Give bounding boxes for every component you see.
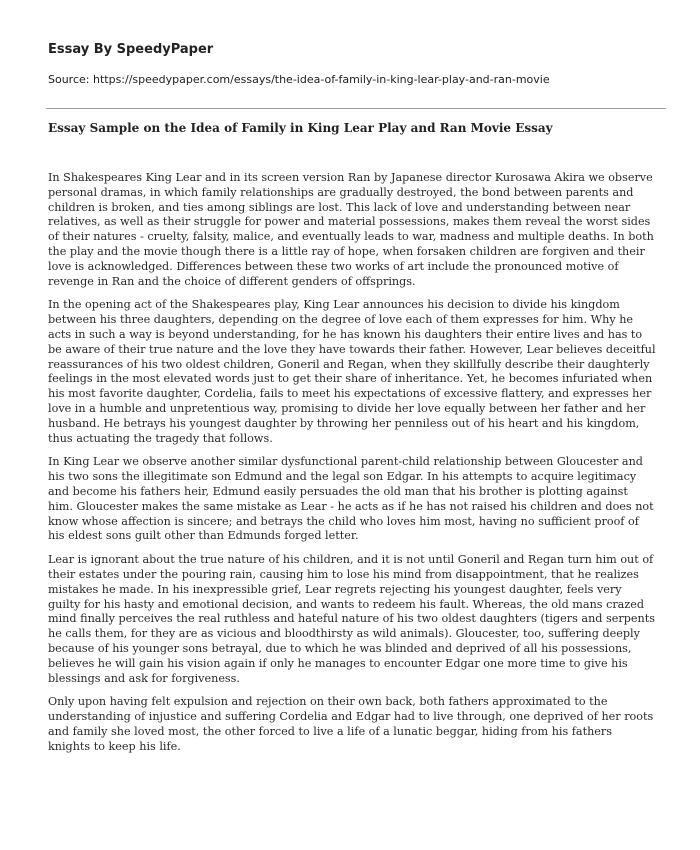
essay-title: Essay Sample on the Idea of Family in King Lear Play and Ran Movie Essay xyxy=(48,121,553,135)
essay-paragraph-1: In Shakespeares King Lear and in its screen version Ran by Japanese director Kurosawa Akira we observe personal dramas, in which family relationships are gradually destroyed, the bond between parents and children is broken, and ties among siblings are lost. This lack of love and understanding between near relatives, as well as their struggle for power and material possessions, makes them reveal the worst sides of their natures - cruelty, falsity, malice, and eventually leads to war, madness and multiple deaths. In both the play and the movie though there is a little ray of hope, when forsaken children are forgiven and their love is acknowledged. Differences between these two works of art include the pronounced motive of revenge in Ran and the choice of different genders of offsprings. xyxy=(48,171,654,288)
header-divider xyxy=(46,108,666,109)
source-label: Source: xyxy=(48,73,90,86)
essay-paragraph-5: Only upon having felt expulsion and rejection on their own back, both fathers approximated to the understanding of injustice and suffering Cordelia and Edgar had to live through, one deprived of her roots and family she loved most, the other forced to live a life of a lunatic beggar, hiding from his fathers knights to keep his life. xyxy=(48,695,654,753)
source-url: https://speedypaper.com/essays/the-idea-of-family-in-king-lear-play-and-ran-movie xyxy=(93,73,550,86)
essay-paragraph-3: In King Lear we observe another similar dysfunctional parent-child relationship between Gloucester and his two sons the illegitimate son Edmund and the legal son Edgar. In his attempts to acquire legitimacy and become his fathers heir, Edmund easily persuades the old man that his brother is plotting against him. Gloucester makes the same mistake as Lear - he acts as if he has not raised his children and does not know whose affection is sincere; and betrays the child who loves him most, having no sufficient proof of his eldest sons guilt other than Edmunds forged letter. xyxy=(48,455,654,543)
essay-paragraph-4: Lear is ignorant about the true nature of his children, and it is not until Goneril and Regan turn him out of their estates under the pouring rain, causing him to lose his mind from disappointment, that he realizes mistakes he made. In his inexpressible grief, Lear regrets rejecting his youngest daughter, feels very guilty for his hasty and emotional decision, and wants to redeem his fault. Whereas, the old mans crazed mind finally perceives the real ruthless and hateful nature of his two oldest daughters (tigers and serpents he calls them, for they are as vicious and bloodthirsty as wild animals). Gloucester, too, suffering deeply because of his younger sons betrayal, due to which he was blinded and deprived of all his possessions, believes he will gain his vision again if only he manages to encounter Edgar one more time to give his blessings and ask for forgiveness. xyxy=(48,553,655,685)
document-brand-header: Essay By SpeedyPaper xyxy=(48,42,214,57)
essay-paragraph-2: In the opening act of the Shakespeares play, King Lear announces his decision to divide his kingdom between his three daughters, depending on the degree of love each of them expresses for him. Why he acts in such a way is beyond understanding, for he has known his daughters their entire lives and has to be aware of their true nature and the love they have towards their father. However, Lear believes deceitful reassurances of his two oldest children, Goneril and Regan, when they skillfully describe their daughterly feelings in the most elevated words just to get their share of inheritance. Yet, he becomes infuriated when his most favorite daughter, Cordelia, fails to meet his expectations of excessive flattery, and expresses her love in a humble and unpretentious way, promising to divide her love equally between her father and her husband. He betrays his youngest daughter by throwing her penniless out of his heart and his kingdom, thus actuating the tragedy that follows. xyxy=(48,298,656,445)
source-line xyxy=(48,73,656,86)
